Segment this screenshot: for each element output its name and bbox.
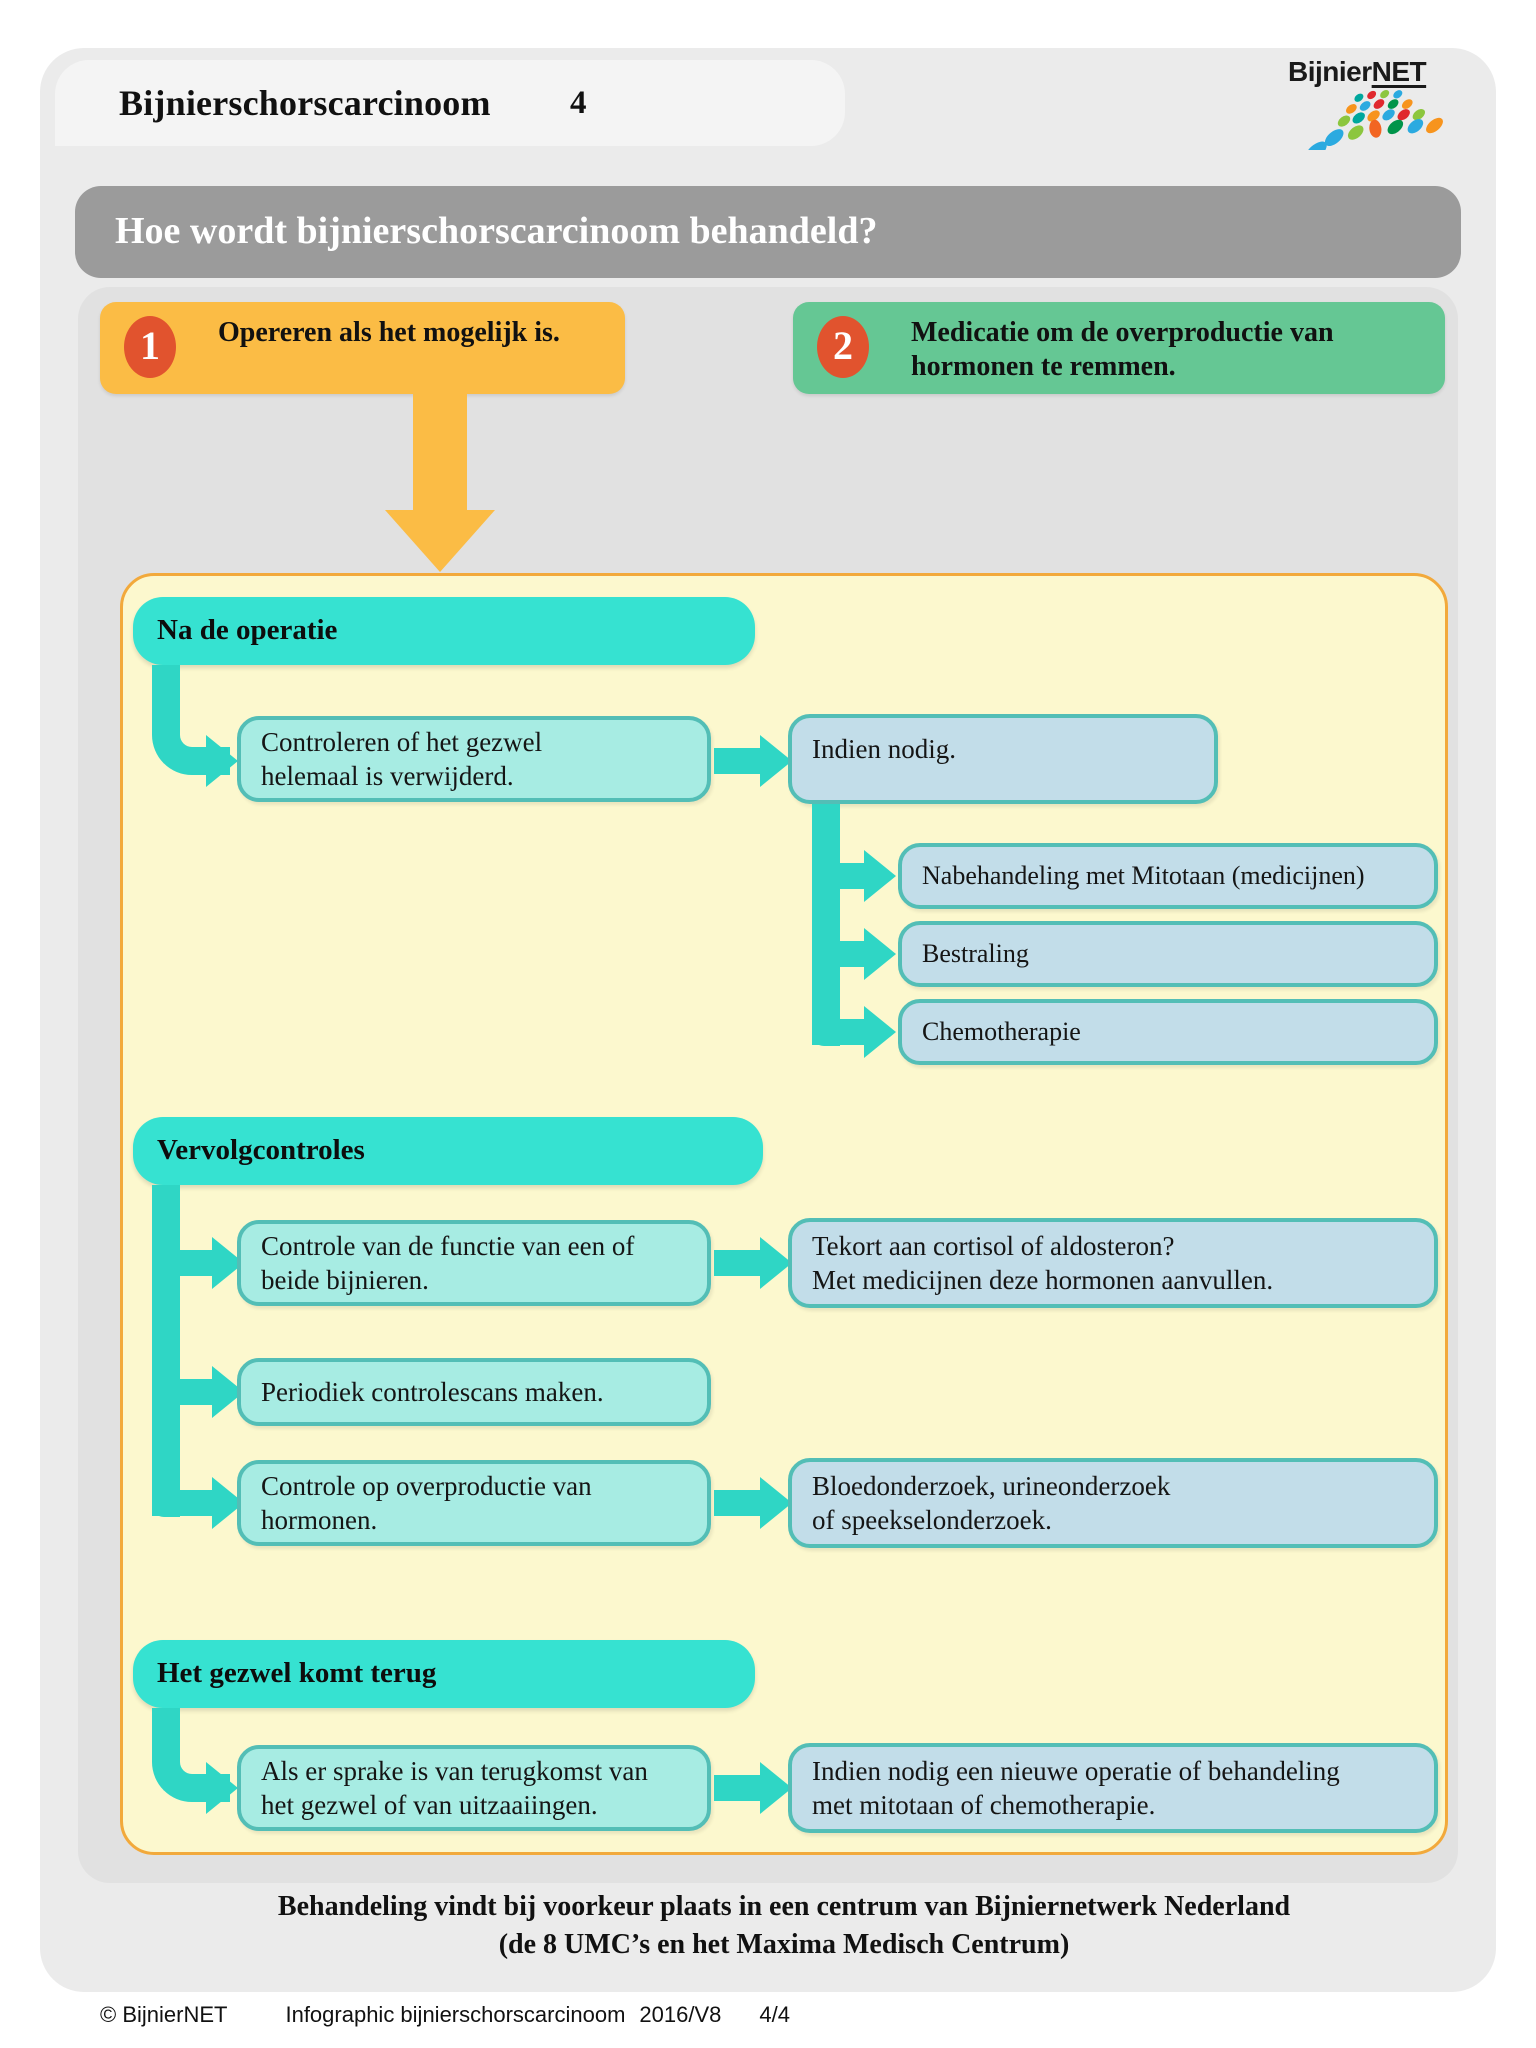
footer-copyright: © BijnierNET <box>100 2002 228 2027</box>
step-2-label: Medicatie om de overproductie van hormonen te remmen. <box>911 317 1334 382</box>
section-2-heading-pill <box>133 1117 763 1185</box>
connector-branch-stem <box>812 941 872 967</box>
box-cortisol-aldosterone-shortage <box>788 1218 1438 1308</box>
section-3-heading: Het gezwel komt terug <box>157 1657 437 1689</box>
footer-page-indicator: 4/4 <box>759 2002 790 2027</box>
connector-arrow-stem <box>714 748 762 774</box>
box-text-line: met mitotaan of chemotherapie. <box>812 1790 1156 1820</box>
note-line: (de 8 UMC’s en het Maxima Medisch Centrum) <box>498 1929 1070 1960</box>
box-text-line: helemaal is verwijderd. <box>261 761 514 791</box>
arrow-right-icon <box>864 850 896 902</box>
step-1-number-badge: 1 <box>124 316 176 378</box>
connector-branch-stem <box>152 1490 216 1516</box>
section-1-heading: Na de operatie <box>157 614 338 646</box>
logo-text <box>1288 56 1468 88</box>
box-text-line: Controle van de functie van een of <box>261 1231 635 1261</box>
section-2-heading: Vervolgcontroles <box>157 1134 365 1166</box>
down-arrow-head-icon <box>385 510 495 572</box>
section-1-heading-pill <box>133 597 755 665</box>
connector-branch-stem <box>152 1250 216 1276</box>
box-text-line: Controleren of het gezwel <box>261 727 543 757</box>
box-text-line: Tekort aan cortisol of aldosteron? <box>812 1231 1175 1261</box>
box-adrenal-function-check <box>237 1220 711 1306</box>
preferred-center-note <box>120 1888 1448 1964</box>
footer <box>100 2002 790 2028</box>
connector-branch-stem <box>152 1379 216 1405</box>
box-text-line: Indien nodig een nieuwe operatie of behandeling <box>812 1756 1340 1786</box>
page-title: Bijnierschorscarcinoom <box>119 83 491 123</box>
logo-net: NET <box>1371 56 1427 87</box>
box-text-line: hormonen. <box>261 1505 378 1535</box>
box-text-line: Bloedonderzoek, urineonderzoek <box>812 1471 1171 1501</box>
box-text-line: of speekselonderzoek. <box>812 1505 1052 1535</box>
title-tab <box>55 60 845 146</box>
arrow-right-icon <box>864 1006 896 1058</box>
section-3-heading-pill <box>133 1640 755 1708</box>
footer-label: Infographic bijnierschorscarcinoom <box>285 2002 626 2027</box>
box-text-line: Periodiek controlescans maken. <box>261 1377 604 1407</box>
box-radiation <box>898 921 1438 987</box>
connector-arrow-stem <box>714 1490 762 1516</box>
box-text-line: Als er sprake is van terugkomst van <box>261 1756 648 1786</box>
step-2-number-badge: 2 <box>817 316 869 378</box>
box-check-tumor-removed <box>237 716 711 802</box>
box-chemotherapy <box>898 999 1438 1065</box>
step-1-card <box>100 302 625 394</box>
page-number: 4 <box>570 85 587 121</box>
box-text-line: Indien nodig. <box>812 734 956 764</box>
logo-prefix: Bijnier <box>1288 56 1372 87</box>
question-banner-text: Hoe wordt bijnierschorscarcinoom behandeld? <box>115 210 878 252</box>
arrow-right-icon <box>206 735 238 787</box>
connector-branch-stem <box>812 1019 872 1045</box>
arrow-right-icon <box>206 1762 238 1814</box>
arrow-right-icon <box>864 928 896 980</box>
box-text-line: Met medicijnen deze hormonen aanvullen. <box>812 1265 1274 1295</box>
connector-arrow-stem <box>714 1775 762 1801</box>
connector-arrow-stem <box>714 1250 762 1276</box>
down-arrow-stem <box>413 394 467 512</box>
box-hormone-overproduction-check <box>237 1460 711 1546</box>
box-new-operation-treatment <box>788 1743 1438 1833</box>
box-text-line: het gezwel of van uitzaaiingen. <box>261 1790 598 1820</box>
box-if-needed <box>788 714 1218 804</box>
box-text-line: beide bijnieren. <box>261 1265 429 1295</box>
logo-dots-icon <box>1298 88 1448 150</box>
question-banner <box>75 186 1461 278</box>
box-mitotane-treatment <box>898 843 1438 909</box>
bijniernet-logo <box>1288 56 1468 150</box>
connector-vertical-stem <box>812 804 840 1046</box>
box-tumor-recurrence <box>237 1745 711 1831</box>
connector-vertical-stem <box>152 1185 180 1517</box>
box-text-line: Nabehandeling met Mitotaan (medicijnen) <box>922 861 1365 890</box>
box-text-line: Controle op overproductie van <box>261 1471 592 1501</box>
note-line: Behandeling vindt bij voorkeur plaats in een centrum van Bijniernetwerk Nederland <box>277 1891 1291 1922</box>
box-text-line: Bestraling <box>922 939 1029 968</box>
step-1-label: Opereren als het mogelijk is. <box>218 317 560 348</box>
footer-version: 2016/V8 <box>639 2002 722 2027</box>
connector-branch-stem <box>812 863 872 889</box>
box-periodic-scans <box>237 1358 711 1426</box>
step-2-card <box>793 302 1445 394</box>
box-text-line: Chemotherapie <box>922 1017 1081 1046</box>
box-blood-urine-saliva-tests <box>788 1458 1438 1548</box>
